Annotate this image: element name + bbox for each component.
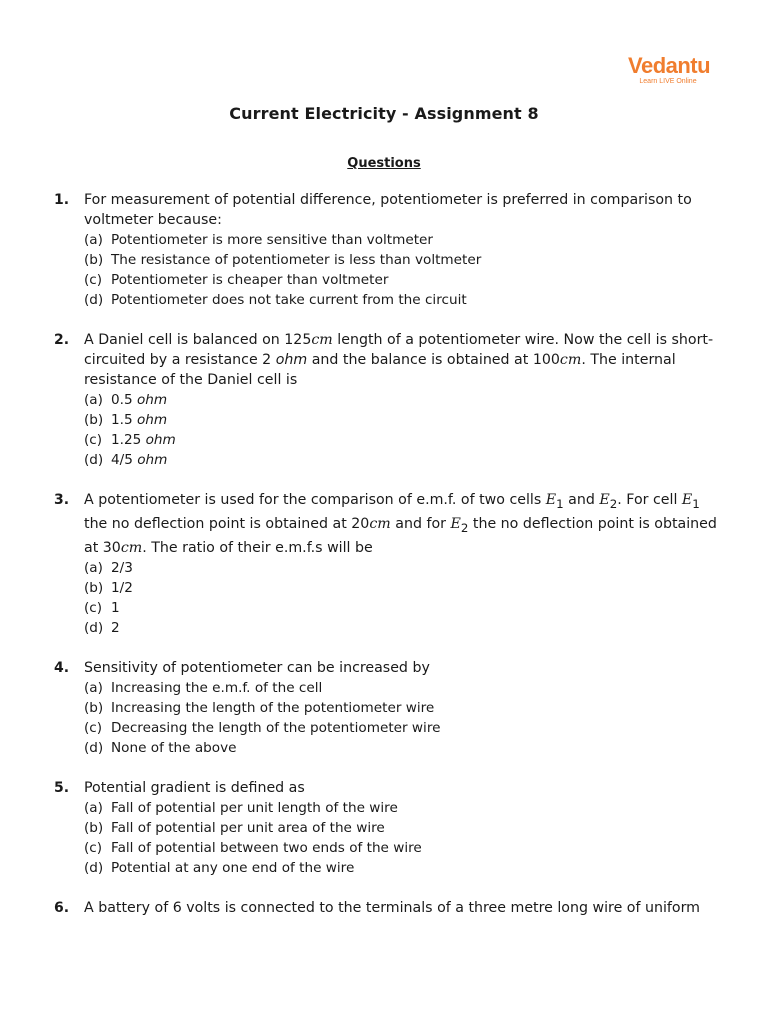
question-number: 4. (54, 659, 70, 676)
option-d (84, 738, 724, 758)
option-text: 2/3 (111, 559, 133, 576)
logo-name: Vedantu (628, 53, 711, 78)
option-label: (a) (84, 392, 103, 408)
option-c (84, 718, 724, 738)
option-b (84, 250, 724, 270)
question-3 (54, 490, 724, 638)
option-c: (c) 1.25 ohm (84, 432, 176, 448)
question-number: 6. (54, 899, 70, 916)
option-b: (b) 1.5 ohm (84, 412, 168, 428)
option-d (84, 290, 724, 310)
question-number: 1. (54, 192, 70, 208)
option-a (84, 678, 724, 698)
option-b (84, 578, 724, 598)
option-label: (d) (84, 739, 104, 756)
option-text: 1 (111, 599, 120, 616)
question-number: 2. (54, 332, 70, 348)
question-number: 3. (54, 492, 70, 508)
option-label: (b) (84, 579, 104, 596)
question-number: 5. (54, 779, 70, 796)
option-text: Fall of potential per unit area of the wire (111, 819, 385, 836)
option-label: (a) (84, 232, 103, 248)
question-text: Potential gradient is defined as (84, 779, 305, 796)
option-label: (c) (84, 272, 103, 288)
option-text: Potentiometer is cheaper than voltmeter (111, 272, 389, 288)
option-label: (a) (84, 799, 103, 816)
option-label: (b) (84, 252, 104, 268)
option-text: 2 (111, 619, 120, 636)
vedantu-logo (628, 53, 711, 86)
question-6 (54, 898, 724, 918)
option-label: (d) (84, 619, 104, 636)
option-label: (a) (84, 679, 103, 696)
option-text: Potentiometer is more sensitive than voltmeter (111, 232, 434, 248)
option-text: Increasing the length of the potentiometer wire (111, 699, 435, 716)
option-label: (c) (84, 839, 103, 856)
option-text: Decreasing the length of the potentiometer wire (111, 719, 441, 736)
option-label: (c) (84, 719, 103, 736)
option-text: Fall of potential per unit length of the wire (111, 799, 398, 816)
question-text: Sensitivity of potentiometer can be increased by (84, 659, 430, 676)
option-b (84, 818, 724, 838)
question-text: A Daniel cell is balanced on 125cm length of a potentiometer wire. Now the cell is short-circuited by a resistance 2 ohm and the balance is obtained at 100cm. The internal resistance of the Daniel cell is (84, 332, 714, 388)
option-c (84, 598, 724, 618)
option-b (84, 698, 724, 718)
option-label: (b) (84, 412, 104, 428)
option-a (84, 558, 724, 578)
question-2 (54, 330, 724, 470)
question-text: A battery of 6 volts is connected to the terminals of a three metre long wire of uniform (84, 899, 700, 916)
option-label: (d) (84, 292, 104, 308)
option-a (84, 798, 724, 818)
option-d: (d) 4/5 ohm (84, 452, 168, 468)
question-text: For measurement of potential difference, potentiometer is preferred in comparison to voltmeter because: (84, 192, 692, 228)
option-text: Fall of potential between two ends of the wire (111, 839, 422, 856)
page-title: Current Electricity - Assignment 8 (229, 104, 539, 123)
option-label: (b) (84, 819, 104, 836)
question-text: A potentiometer is used for the comparison of e.m.f. of two cells $E_1$ and $E_2$. For cell $E_1$ the no deflection point is obtained at 20cm and for $E_2$ the no deflection point is obtained at 30cm. The ratio of their e.m.f.s will be (84, 492, 717, 556)
option-a: (a) 0.5 ohm (84, 392, 168, 408)
question-1 (54, 190, 724, 310)
option-text: None of the above (111, 739, 237, 756)
option-label: (a) (84, 559, 103, 576)
option-c (84, 838, 724, 858)
option-a (84, 230, 724, 250)
option-d (84, 618, 724, 638)
option-text: Potentiometer does not take current from the circuit (111, 292, 467, 308)
option-c (84, 270, 724, 290)
logo-tagline: Learn LIVE Online (639, 78, 697, 85)
option-d (84, 858, 724, 878)
option-text: The resistance of potentiometer is less than voltmeter (111, 252, 482, 268)
question-4 (54, 658, 724, 758)
section-heading: Questions (347, 156, 421, 171)
question-list (54, 190, 724, 938)
option-text: Potential at any one end of the wire (111, 859, 355, 876)
option-text: 1/2 (111, 579, 133, 596)
option-label: (c) (84, 599, 103, 616)
option-label: (d) (84, 452, 104, 468)
option-label: (c) (84, 432, 103, 448)
option-label: (b) (84, 699, 104, 716)
question-5 (54, 778, 724, 878)
option-text: Increasing the e.m.f. of the cell (111, 679, 323, 696)
option-label: (d) (84, 859, 104, 876)
